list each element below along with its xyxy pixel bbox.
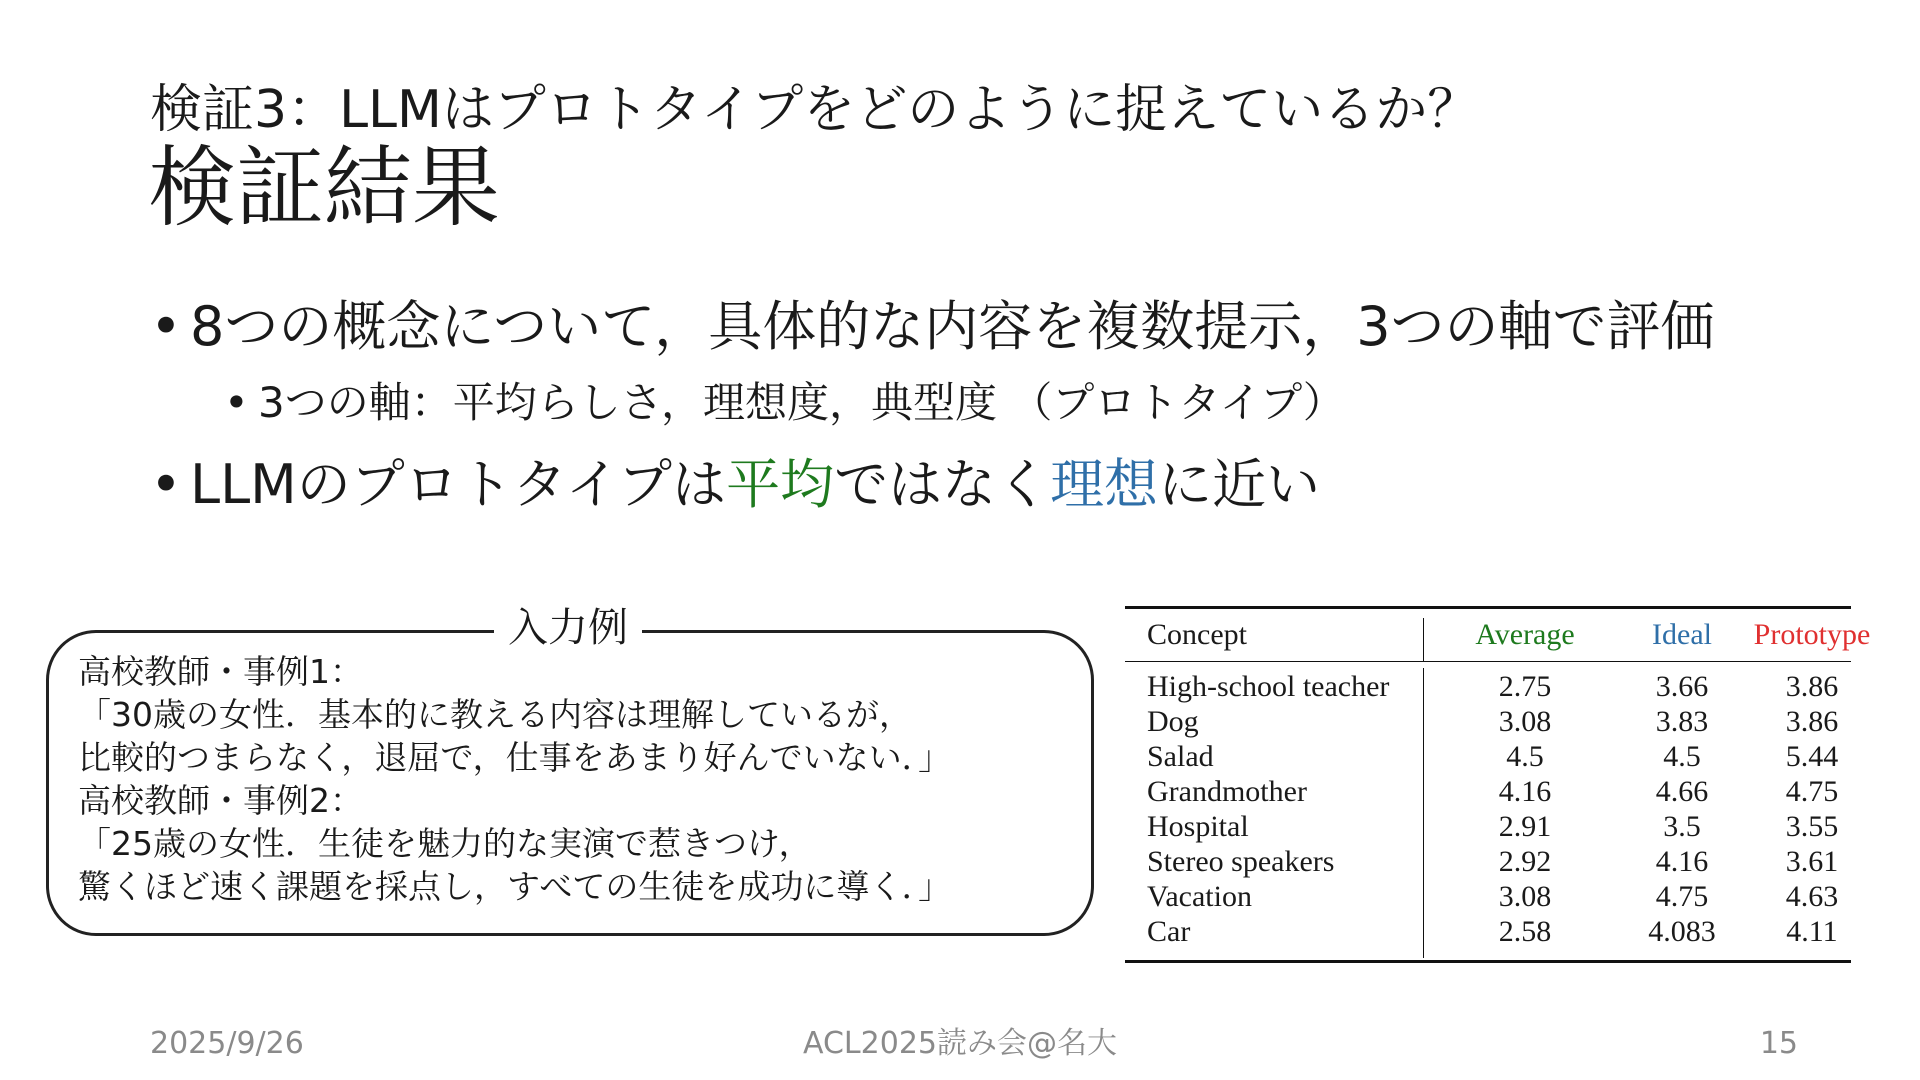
bullet-item-1 bbox=[150, 292, 1715, 362]
cell-ideal: 4.083 bbox=[1648, 915, 1716, 948]
table-row bbox=[1125, 669, 1851, 704]
cell-ideal: 3.5 bbox=[1663, 810, 1701, 843]
cell-prototype: 3.86 bbox=[1785, 670, 1839, 703]
cell-average: 2.91 bbox=[1498, 810, 1552, 843]
slide-subtitle: 検証3：LLMはプロトタイプをどのように捉えているか？ bbox=[150, 80, 1480, 140]
bullet-text-2c: に近い bbox=[1158, 453, 1321, 516]
cell-prototype: 3.61 bbox=[1785, 845, 1839, 878]
cell-concept: Salad bbox=[1147, 740, 1214, 773]
cell-ideal: 4.66 bbox=[1655, 775, 1709, 808]
bullet-marker: • bbox=[224, 378, 249, 427]
slide-title: 検証結果 bbox=[148, 136, 501, 239]
example-line: 驚くほど速く課題を採点し，すべての生徒を成功に導く．」 bbox=[78, 867, 952, 906]
input-example-text bbox=[78, 650, 951, 908]
example-line: 「30歳の女性．基本的に教える内容は理解しているが， bbox=[78, 695, 912, 734]
cell-prototype: 3.86 bbox=[1785, 705, 1839, 738]
cell-average: 3.08 bbox=[1498, 880, 1552, 913]
cell-average: 4.16 bbox=[1498, 775, 1552, 808]
cell-concept: Grandmother bbox=[1147, 775, 1307, 808]
cell-concept: High-school teacher bbox=[1147, 670, 1390, 703]
results-table bbox=[1125, 606, 1871, 964]
cell-concept: Dog bbox=[1147, 705, 1199, 738]
cell-ideal: 3.66 bbox=[1655, 670, 1709, 703]
table-row bbox=[1125, 704, 1851, 739]
cell-prototype: 4.11 bbox=[1786, 915, 1838, 948]
cell-concept: Hospital bbox=[1147, 810, 1249, 843]
table-bottom-rule bbox=[1125, 960, 1851, 963]
example-line: 比較的つまらなく，退屈で，仕事をあまり好んでいない．」 bbox=[78, 738, 952, 777]
cell-prototype: 5.44 bbox=[1785, 740, 1839, 773]
cell-prototype: 4.75 bbox=[1785, 775, 1839, 808]
cell-prototype: 3.55 bbox=[1785, 810, 1839, 843]
table-column-divider bbox=[1423, 618, 1424, 662]
input-example-title: 入力例 bbox=[494, 602, 642, 654]
bullet-text-2b: ではなく bbox=[834, 453, 1051, 516]
cell-ideal: 4.5 bbox=[1663, 740, 1701, 773]
highlight-average: 平均 bbox=[726, 453, 835, 516]
cell-ideal: 4.16 bbox=[1655, 845, 1709, 878]
cell-average: 2.75 bbox=[1498, 670, 1552, 703]
cell-average: 4.5 bbox=[1506, 740, 1544, 773]
cell-prototype: 4.63 bbox=[1785, 880, 1839, 913]
table-row bbox=[1125, 914, 1851, 949]
slide-number: 15 bbox=[1759, 1026, 1798, 1061]
table-row bbox=[1125, 844, 1851, 879]
cell-average: 2.58 bbox=[1498, 915, 1552, 948]
cell-average: 2.92 bbox=[1498, 845, 1552, 878]
header-ideal: Ideal bbox=[1652, 618, 1712, 651]
bullet-marker: • bbox=[150, 295, 182, 358]
example-line: 高校教師・事例1： bbox=[78, 652, 363, 691]
header-average: Average bbox=[1475, 618, 1575, 651]
cell-concept: Stereo speakers bbox=[1147, 845, 1335, 878]
table-header-rule bbox=[1125, 661, 1851, 662]
footer-event: ACL2025読み会@名大 bbox=[802, 1026, 1117, 1061]
bullet-marker: • bbox=[150, 453, 182, 516]
table-row bbox=[1125, 809, 1851, 844]
cell-concept: Car bbox=[1147, 915, 1191, 948]
header-concept: Concept bbox=[1147, 618, 1247, 651]
example-line: 高校教師・事例2： bbox=[78, 781, 363, 820]
example-line: 「25歳の女性．生徒を魅力的な実演で惹きつけ， bbox=[78, 824, 812, 863]
table-row bbox=[1125, 774, 1851, 809]
cell-ideal: 4.75 bbox=[1655, 880, 1709, 913]
table-top-rule bbox=[1125, 606, 1851, 609]
bullet-text-2a: LLMのプロトタイプは bbox=[190, 453, 727, 516]
cell-average: 3.08 bbox=[1498, 705, 1552, 738]
bullet-text-1: 8つの概念について，具体的な内容を複数提示，3つの軸で評価 bbox=[190, 295, 1715, 358]
table-row bbox=[1125, 879, 1851, 914]
cell-ideal: 3.83 bbox=[1655, 705, 1709, 738]
sub-bullet-text: 3つの軸：平均らしさ，理想度，典型度 （プロトタイプ） bbox=[258, 378, 1345, 427]
header-prototype: Prototype bbox=[1753, 618, 1871, 651]
highlight-ideal: 理想 bbox=[1050, 453, 1159, 516]
table-row bbox=[1125, 739, 1851, 774]
footer-date: 2025/9/26 bbox=[150, 1026, 304, 1061]
bullet-item-2 bbox=[150, 450, 1320, 520]
cell-concept: Vacation bbox=[1147, 880, 1252, 913]
sub-bullet-item bbox=[224, 376, 1345, 430]
